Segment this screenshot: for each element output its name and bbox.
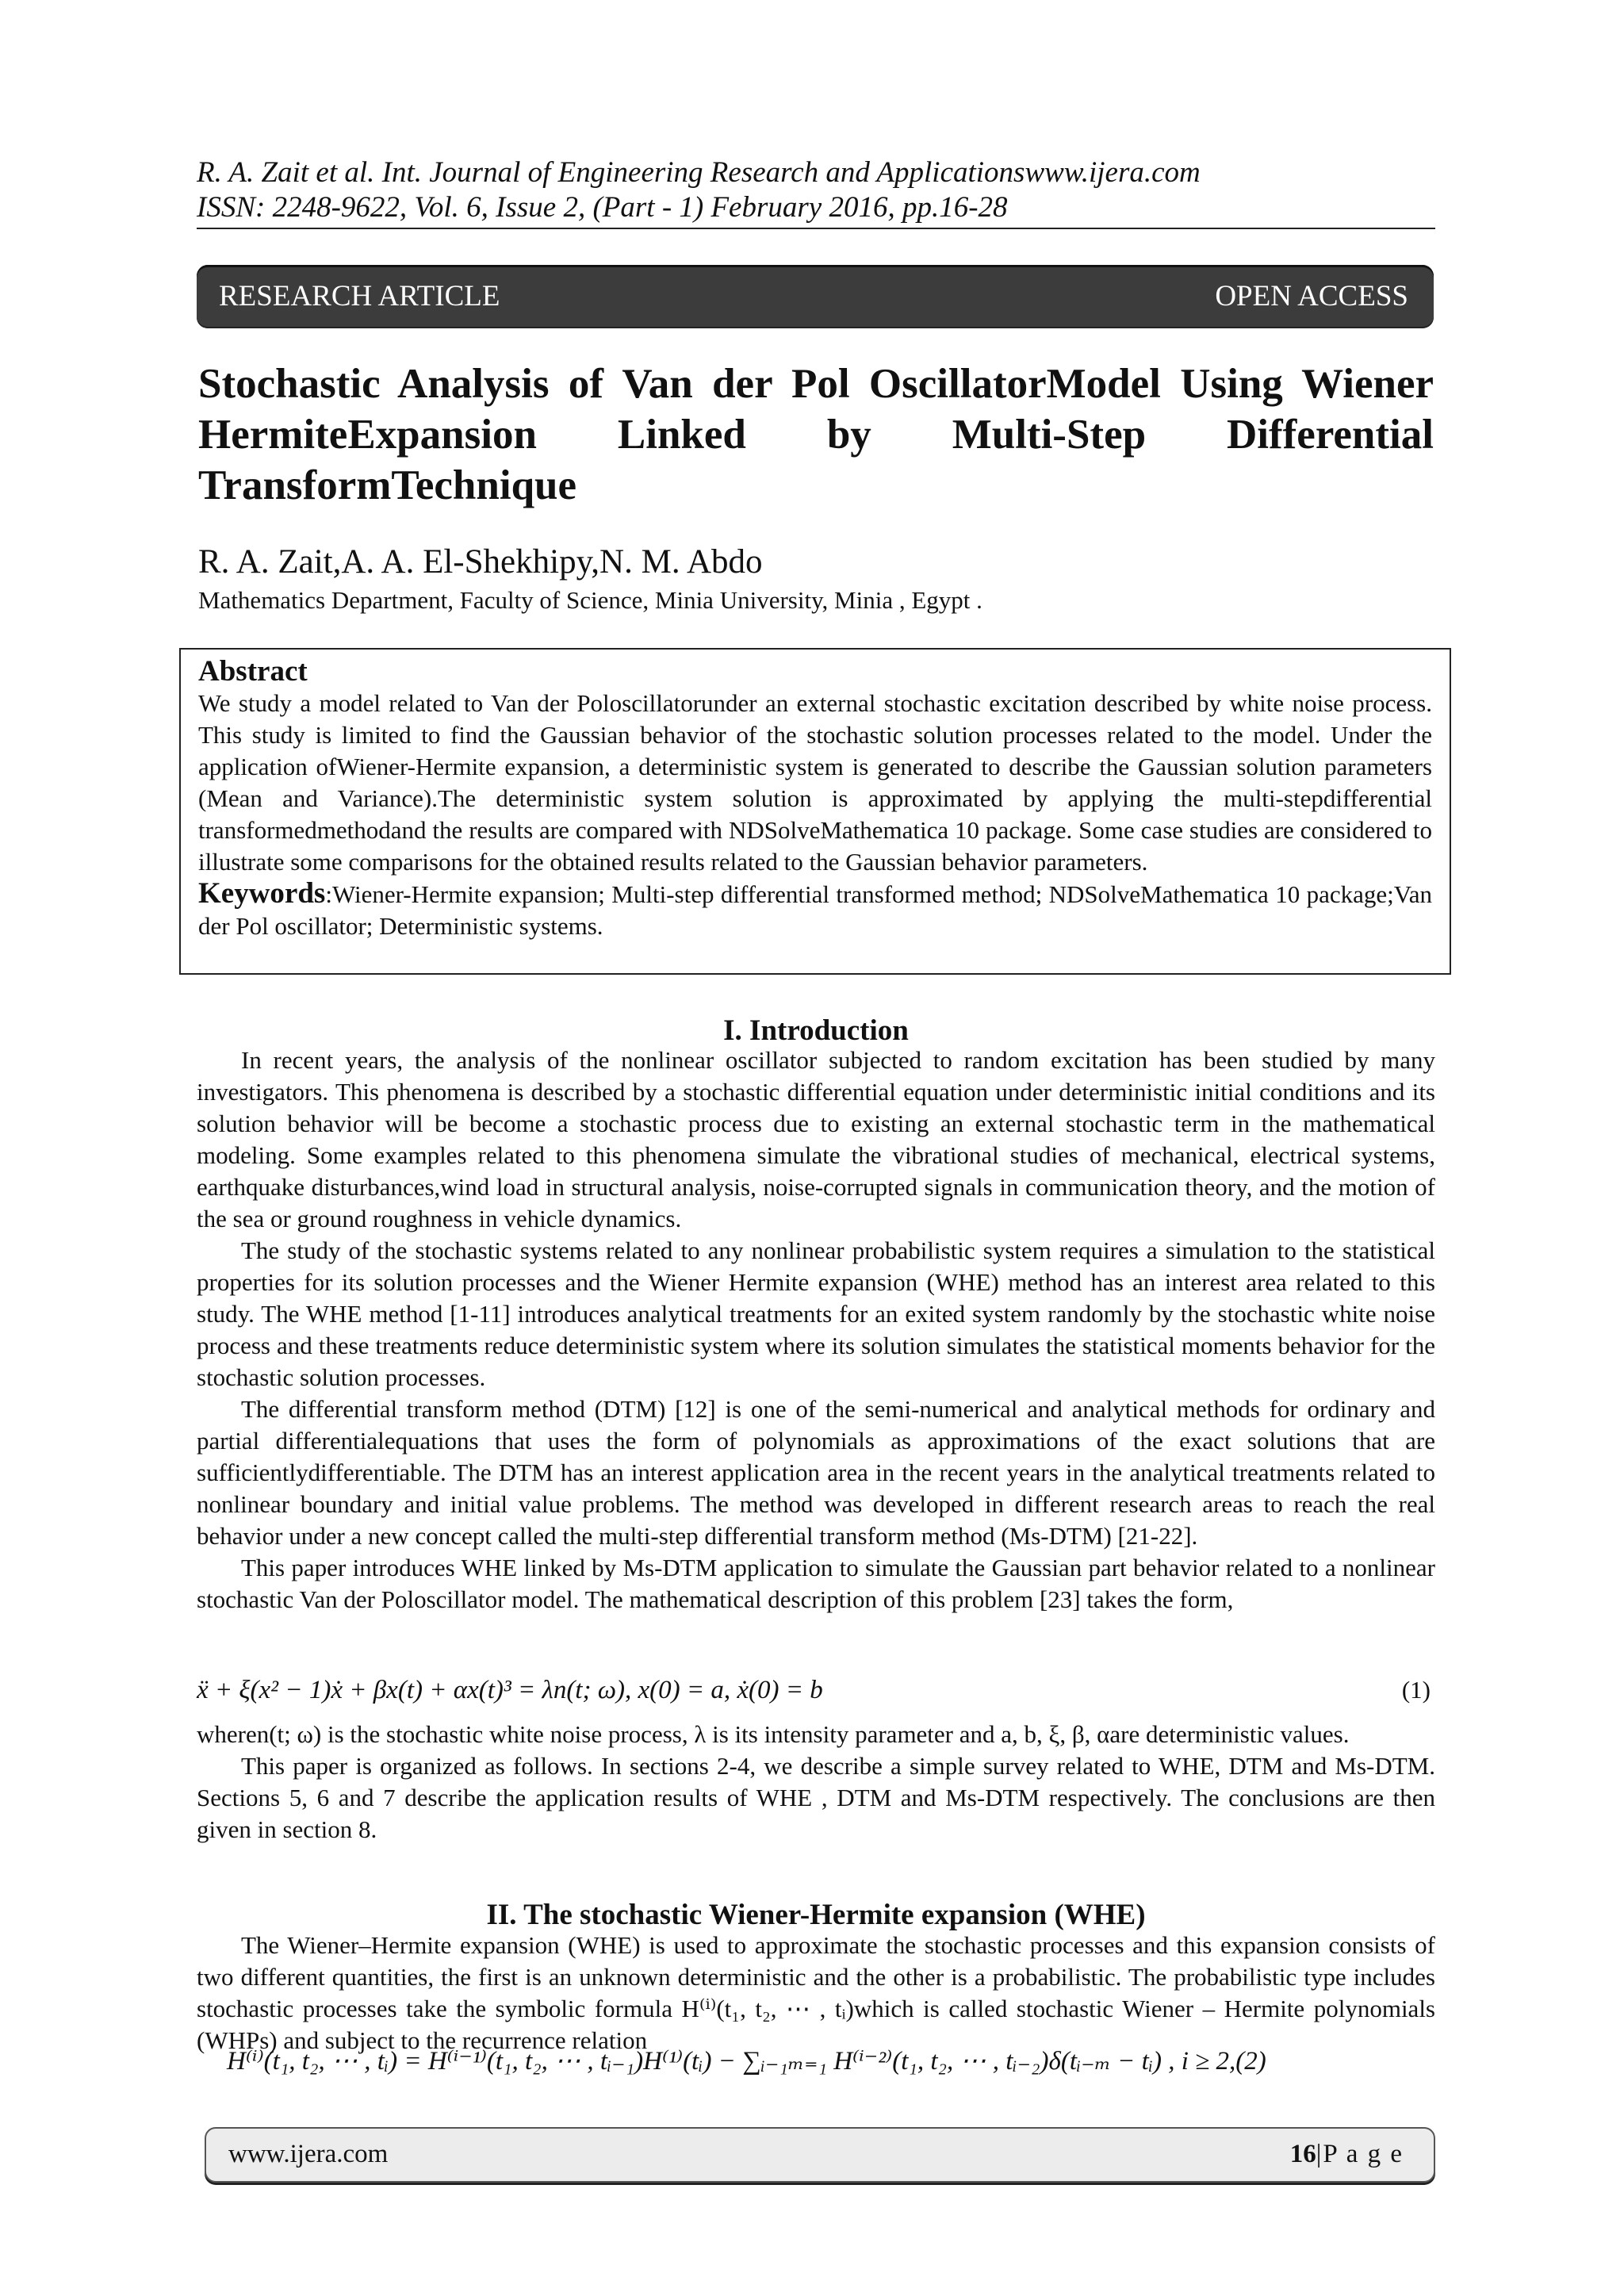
header-rule xyxy=(197,228,1435,229)
open-access-label: OPEN ACCESS xyxy=(1215,280,1408,312)
section-2-text xyxy=(197,1930,1435,2056)
keywords-line xyxy=(198,878,1432,942)
issn-header-line: ISSN: 2248-9622, Vol. 6, Issue 2, (Part - 1) February 2016, pp.16-28 xyxy=(197,191,1008,224)
paragraph: The Wiener–Hermite expansion (WHE) is used to approximate the stochastic processes and this expansion consists of two different quantities, the first is an unknown deterministic and the other is a probabilistic. The probabilistic type includes stochastic processes take the symbolic formula H⁽ⁱ⁾(t₁, t₂, ⋯ , tᵢ)which is called stochastic Wiener – Hermite polynomials (WHPs) and subject to the recurrence relation xyxy=(197,1931,1435,2054)
paragraph: The study of the stochastic systems related to any nonlinear probabilistic system requires a simulation to the statistical properties for its solution processes and the Wiener Hermite expansion (WHE) method has an interest area related to this study. The WHE method [1-11] introduces analytical treatments for an exited system randomly by the stochastic white noise process and these treatments reduce deterministic system where its solution simulates the statistical moments behavior for the stochastic solution processes. xyxy=(197,1236,1435,1391)
introduction-text xyxy=(197,1045,1435,1616)
equation-explanation: wheren(t; ω) is the stochastic white noise process, λ is its intensity parameter and a, b, ξ, β, αare deterministic values. xyxy=(197,1720,1350,1748)
paper-authors: R. A. Zait,A. A. El-Shekhipy,N. M. Abdo xyxy=(198,543,763,581)
equation-2 xyxy=(227,2045,1435,2079)
paragraph: In recent years, the analysis of the nonlinear oscillator subjected to random excitation has been studied by many investigators. This phenomena is described by a stochastic differential equation under deterministic initial conditions and its solution behavior will be become a stochastic process due to existing an external stochastic term in the mathematical modeling. Some examples related to this phenomena simulate the vibrational studies of mechanical, electrical systems, earthquake disturbances,wind load in structural analysis, noise-corrupted signals in communication theory, and the motion of the sea or ground roughness in vehicle dynamics. xyxy=(197,1046,1435,1232)
journal-header-line: R. A. Zait et al. Int. Journal of Engineering Research and Applicationswww.ijera.com xyxy=(197,156,1201,189)
page-suffix: |P a g e xyxy=(1316,2140,1404,2168)
footer-page-label xyxy=(1290,2140,1404,2169)
author-affiliation: Mathematics Department, Faculty of Science, Minia University, Minia , Egypt . xyxy=(198,586,982,614)
research-article-label: RESEARCH ARTICLE xyxy=(219,280,500,312)
abstract-heading: Abstract xyxy=(198,655,308,688)
abstract-text: We study a model related to Van der Poloscillatorunder an external stochastic excitation described by white noise process. This study is limited to find the Gaussian behavior of the stochastic solution processes related to the model. Under the application ofWiener-Hermite expansion, a deterministic system is generated to describe the Gaussian solution parameters (Mean and Variance).The deterministic system solution is approximated by applying the multi-stepdifferential transformedmethodand the results are compared with NDSolveMathematica 10 package. Some case studies are considered to illustrate some comparisons for the obtained results related to the Gaussian behavior parameters. xyxy=(198,689,1432,876)
keywords-label: Keywords xyxy=(198,877,326,910)
equation-1 xyxy=(197,1674,1435,1708)
introduction-text-continued xyxy=(197,1719,1435,1846)
page-footer xyxy=(205,2127,1435,2183)
equation-1-number: (1) xyxy=(1401,1676,1431,1704)
paragraph: This paper introduces WHE linked by Ms-DTM application to simulate the Gaussian part behavior related to a nonlinear stochastic Van der Poloscillator model. The mathematical description of this problem [23] takes the form, xyxy=(197,1554,1435,1613)
section-heading-introduction: I. Introduction xyxy=(723,1014,909,1047)
abstract-box xyxy=(179,648,1451,975)
article-type-banner xyxy=(197,265,1434,328)
paragraph: The differential transform method (DTM) [12] is one of the semi-numerical and analytical methods for ordinary and partial differentialequations that uses the form of polynomials as approximations of the exact solutions that are sufficientlydifferentiable. The DTM has an interest application area in the recent years in the analytical treatments related to nonlinear boundary and initial value problems. The method was developed in different research areas to reach the real behavior under a new concept called the multi-step differential transform method (Ms-DTM) [21-22]. xyxy=(197,1395,1435,1550)
equation-2-body: H⁽ⁱ⁾(t₁, t₂, ⋯ , tᵢ) = H⁽ⁱ⁻¹⁾(t₁, t₂, ⋯ , tᵢ₋₁)H⁽¹⁾(tᵢ) − ∑ᵢ₋₁ₘ₌₁ H⁽ⁱ⁻²⁾(t₁, t₂, ⋯ , tᵢ₋₂)δ(tᵢ₋ₘ − tᵢ) , i ≥ 2,(2) xyxy=(227,2047,1266,2076)
equation-1-body: ẍ + ξ(x² − 1)ẋ + βx(t) + αx(t)³ = λn(t; ω), x(0) = a, ẋ(0) = b xyxy=(197,1676,823,1704)
paragraph: This paper is organized as follows. In sections 2-4, we describe a simple survey related to WHE, DTM and Ms-DTM. Sections 5, 6 and 7 describe the application results of WHE , DTM and Ms-DTM respectively. The conclusions are then given in section 8. xyxy=(197,1752,1435,1843)
keywords-text: :Wiener-Hermite expansion; Multi-step differential transformed method; NDSolveMathematica 10 package;Van der Pol oscillator; Deterministic systems. xyxy=(198,880,1432,940)
footer-website: www.ijera.com xyxy=(228,2140,389,2168)
section-heading-whe: II. The stochastic Wiener-Hermite expansion (WHE) xyxy=(486,1899,1146,1931)
page-number: 16 xyxy=(1289,2140,1316,2168)
paper-title: Stochastic Analysis of Van der Pol OscillatorModel Using Wiener HermiteExpansion Linked by Multi-Step Differential TransformTechnique xyxy=(198,361,1434,508)
